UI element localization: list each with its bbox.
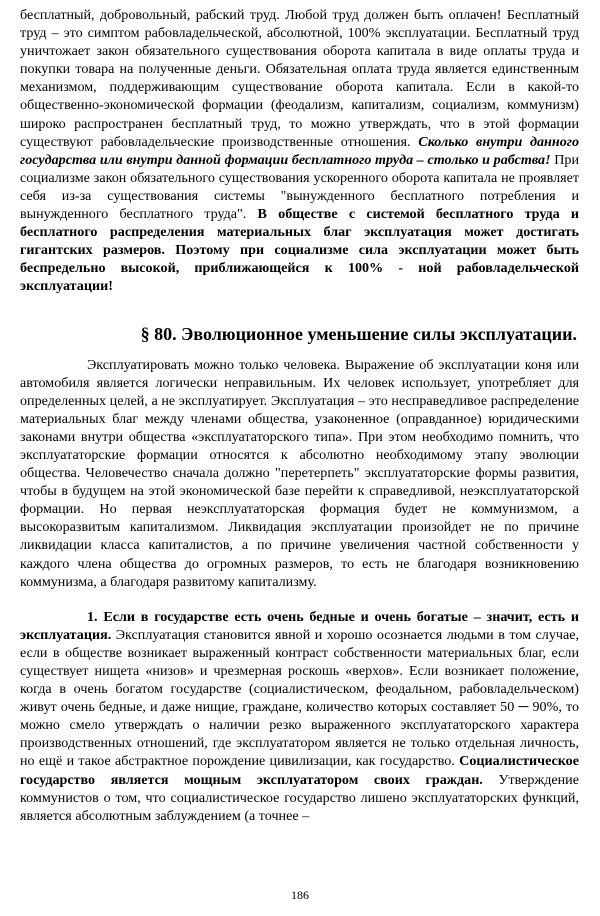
page-number: 186 bbox=[291, 888, 309, 902]
intro-paragraph bbox=[20, 6, 579, 296]
section-paragraph: Эксплуатировать можно только человека. Выражение об эксплуатации коня или автомобиля является логически неправильным. Их человек использует, употребляет для определенных целей, а не эксплуатирует. Эксплуатация – это несправедливое распределение материальных благ между членами общества, узаконенное (оправданное) юридическими законами внутри общества «эксплуататорского типа». При этом необходимо помнить, что эксплуататорские формации относятся к абсолютно необходимому этапу эволюции общества. Человечество сначала должно "перетерпеть" эксплуататорские формы развития, чтобы в будущем на этой экономической базе перейти к справедливой, неэксплуататорской формации. Но первая неэксплуататорская формация будет не коммунизмом, а высокоразвитым капитализмом. Ликвидация эксплуатации произойдет не по причине ликвидации класса капиталистов, а по причине увеличения частной собственности у каждого члена общества до огромных размеров, то есть не благодаря возникновению коммунизма, а благодаря развитому капитализму. bbox=[20, 356, 579, 590]
point-1-bold-statement: Социалистическое государство является мощным эксплуататором своих граждан. bbox=[20, 753, 579, 788]
paragraph-gap bbox=[20, 591, 579, 608]
point-1-body: Эксплуатация становится явной и хорошо осознается людьми в том случае, если в обществе возникает выраженный контраст собственности материальных благ, если существует нищета «низов» и чрезмерная роскошь «верхов». Если возникает положение, когда в очень богатом государстве (социалистическом, феодальном, рабовладельческом) живут очень бедные, и даже нищие, граждане, количество которых составляет 50 ─ 90%, то можно смело утверждать о наличии резко выраженного эксплуататорского характера производственных отношений, где эксплуататором является не только отдельная личность, но ещё и такое абстрактное порождение цивилизации, как государство. bbox=[20, 626, 579, 770]
intro-text-1: бесплатный, добровольный, рабский труд. Любой труд должен быть оплачен! Бесплатный труд – это симптом рабовладельческой, абсолютной, 100% эксплуатации. Бесплатный труд уничтожает закон обязательного существования оборота капитала в виде оплаты труда и покупки товара на полученные деньги. Обязательная оплата труда является единственным механизмом, поддерживающим существование оборота капитала. Если в какой-то общественно-экономической формации (феодализм, капитализм, социализм, коммунизм) широко распространен бесплатный труд, то можно утверждать, что в этой формации существуют рабовладельческие производственные отношения. bbox=[20, 7, 579, 150]
section-heading: § 80. Эволюционное уменьшение силы эксплуатации. bbox=[140, 323, 577, 344]
point-1-tail: Утверждение коммунистов о том, что социалистическое государство лишено эксплуататорских функций, является абсолютным заблуждением (а точнее – bbox=[20, 771, 579, 824]
intro-emphasis-bold: В обществе с системой бесплатного труда и бесплатного распределения материальных благ эксплуатация может достигать гигантских размеров. Поэтому при социализме сила эксплуатации может быть беспредельно высокой, приближающейся к 100% - ной рабовладельческой эксплуатации! bbox=[20, 206, 579, 295]
point-1-lead: 1. Если в государстве есть очень бедные и очень богатые – значит, есть и эксплуатация. bbox=[20, 608, 579, 643]
intro-text-2: При социализме закон обязательного существования ускоренного оборота капитала не проявляет себя из-за существования системы "вынужденного бесплатного потребления и вынужденного бесплатного труда". bbox=[20, 151, 579, 223]
point-1-paragraph bbox=[20, 608, 579, 825]
intro-emphasis-italic: Сколько внутри данного государства или внутри данной формации бесплатного труда – столько и рабства! bbox=[20, 133, 579, 168]
